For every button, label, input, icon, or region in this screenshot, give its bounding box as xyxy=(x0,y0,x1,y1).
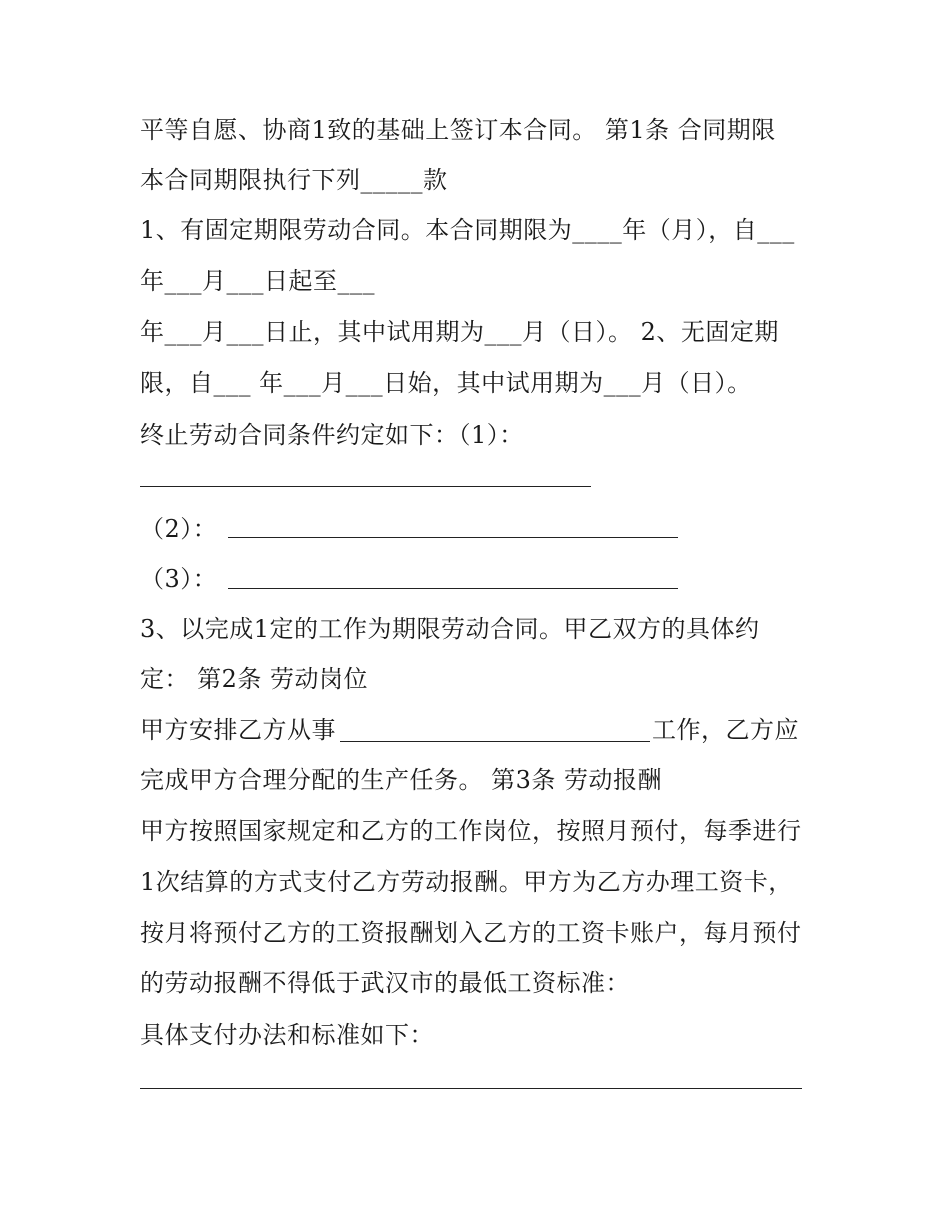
text-line-17: 按月将预付乙方的工资报酬划入乙方的工资卡账户，每月预付 xyxy=(140,919,802,947)
text-line-4: 年___月___日起至___ xyxy=(140,267,375,295)
blank-line-condition-1 xyxy=(140,486,591,487)
text-line-condition-3: （3）： xyxy=(140,565,218,593)
text-line-15: 甲方按照国家规定和乙方的工作岗位，按照月预付，每季进行 xyxy=(140,817,802,845)
text-line-18: 的劳动报酬不得低于武汉市的最低工资标准： xyxy=(140,969,630,997)
text-line-6: 限，自___ 年___月___日始，其中试用期为___月（日）。 xyxy=(140,369,752,397)
blank-line-job xyxy=(340,741,650,742)
text-line-19: 具体支付办法和标准如下： xyxy=(140,1021,434,1049)
text-line-12: 定： 第2条 劳动岗位 xyxy=(140,665,369,693)
text-line-16: 1次结算的方式支付乙方劳动报酬。甲方为乙方办理工资卡， xyxy=(140,868,793,896)
text-line-7: 终止劳动合同条件约定如下：（1）： xyxy=(140,421,524,449)
text-line-5: 年___月___日止，其中试用期为___月（日）。 2、无固定期 xyxy=(140,318,779,346)
text-line-condition-2: （2）： xyxy=(140,515,218,543)
text-line-2: 本合同期限执行下列_____款 xyxy=(140,166,448,194)
text-line-14: 完成甲方合理分配的生产任务。 第3条 劳动报酬 xyxy=(140,766,663,794)
text-line-job-suffix: 工作，乙方应 xyxy=(652,716,799,744)
text-line-job-prefix: 甲方安排乙方从事 xyxy=(140,716,336,744)
blank-line-condition-3 xyxy=(228,588,678,589)
blank-line-condition-2 xyxy=(228,537,678,538)
blank-line-payment xyxy=(140,1088,802,1089)
text-line-11: 3、以完成1定的工作为期限劳动合同。甲乙双方的具体约 xyxy=(140,615,760,643)
text-line-1: 平等自愿、协商1致的基础上签订本合同。 第1条 合同期限 xyxy=(140,116,776,144)
text-line-3: 1、有固定期限劳动合同。本合同期限为____年（月），自___ xyxy=(140,216,795,244)
